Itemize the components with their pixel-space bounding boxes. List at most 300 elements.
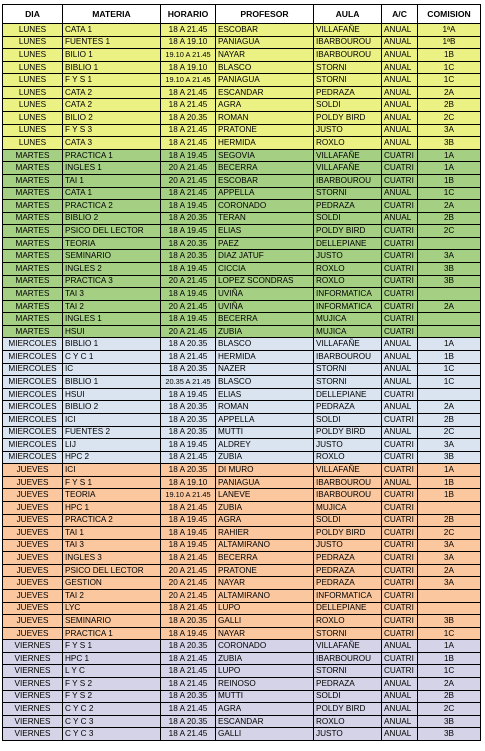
cell-dia: LUNES (3, 24, 63, 37)
cell-comision: 2A (418, 564, 481, 577)
cell-materia: BIBLIO 2 (63, 212, 161, 225)
cell-aula: PEDRAZA (314, 678, 382, 691)
cell-horario: 18 A 20.35 (161, 112, 216, 125)
cell-comision (418, 325, 481, 338)
cell-comision: 2A (418, 300, 481, 313)
cell-dia: LUNES (3, 86, 63, 99)
cell-comision: 1B (418, 489, 481, 502)
cell-horario: 18 A 21.45 (161, 137, 216, 150)
cell-aula: IBARBOUROU (314, 476, 382, 489)
cell-dia: MIERCOLES (3, 439, 63, 452)
cell-comision: 1C (418, 376, 481, 389)
cell-aula: PEDRAZA (314, 86, 382, 99)
cell-dia: JUEVES (3, 464, 63, 477)
cell-materia: BILIO 2 (63, 112, 161, 125)
cell-aula: DELLEPIANE (314, 388, 382, 401)
table-row (3, 49, 481, 62)
cell-materia: PRACTICA 3 (63, 275, 161, 288)
cell-ac: CUATRI (382, 388, 418, 401)
cell-aula: MUJICA (314, 325, 382, 338)
cell-materia: INGLES 2 (63, 262, 161, 275)
cell-aula: JUSTO (314, 124, 382, 137)
cell-profesor: CORONADO (216, 640, 314, 653)
cell-horario: 20 A 21.45 (161, 564, 216, 577)
table-row (3, 640, 481, 653)
cell-profesor: ALTAMIRANO (216, 590, 314, 603)
cell-dia: LUNES (3, 49, 63, 62)
cell-aula: IBARBOUROU (314, 652, 382, 665)
cell-ac: CUATRI (382, 162, 418, 175)
cell-horario: 18 A 20.35 (161, 401, 216, 414)
cell-dia: JUEVES (3, 615, 63, 628)
cell-materia: L Y C (63, 665, 161, 678)
cell-aula: IBARBOUROU (314, 489, 382, 502)
cell-comision: 2C (418, 703, 481, 716)
cell-comision: 3A (418, 552, 481, 565)
cell-dia: MARTES (3, 200, 63, 213)
cell-aula: SOLDI (314, 99, 382, 112)
cell-aula: VILLAFAÑE (314, 640, 382, 653)
cell-horario: 19.10 A 21.45 (161, 489, 216, 502)
cell-horario: 18 A 19.45 (161, 313, 216, 326)
cell-horario: 18 A 20.35 (161, 250, 216, 263)
cell-ac: CUATRI (382, 564, 418, 577)
cell-dia: JUEVES (3, 539, 63, 552)
cell-profesor: NAYAR (216, 577, 314, 590)
cell-profesor: UVIÑA (216, 288, 314, 301)
cell-profesor: DIAZ JATUF (216, 250, 314, 263)
cell-aula: STORNI (314, 376, 382, 389)
cell-horario: 20 A 21.45 (161, 577, 216, 590)
cell-profesor: DI MURO (216, 464, 314, 477)
cell-materia: BIBLIO 2 (63, 401, 161, 414)
cell-comision: 1B (418, 476, 481, 489)
cell-profesor: MUTTI (216, 426, 314, 439)
cell-materia: LIJ (63, 439, 161, 452)
cell-materia: SEMINARIO (63, 250, 161, 263)
cell-aula: SOLDI (314, 413, 382, 426)
cell-comision: 3A (418, 250, 481, 263)
cell-ac: CUATRI (382, 514, 418, 527)
cell-aula: INFORMATICA (314, 590, 382, 603)
cell-aula: POLDY BIRD (314, 225, 382, 238)
table-row (3, 351, 481, 364)
cell-materia: TEORIA (63, 237, 161, 250)
cell-materia: PRACTICA 1 (63, 149, 161, 162)
cell-dia: LUNES (3, 36, 63, 49)
table-row (3, 61, 481, 74)
cell-profesor: ZUBIA (216, 501, 314, 514)
cell-horario: 19.10 A 21.45 (161, 49, 216, 62)
cell-materia: C Y C 2 (63, 703, 161, 716)
table-row (3, 300, 481, 313)
cell-ac: CUATRI (382, 149, 418, 162)
cell-aula: DELLEPIANE (314, 237, 382, 250)
cell-materia: TAI 1 (63, 174, 161, 187)
cell-materia: PSICO DEL LECTOR (63, 564, 161, 577)
table-row (3, 262, 481, 275)
cell-ac: ANUAL (382, 715, 418, 728)
cell-ac: ANUAL (382, 24, 418, 37)
cell-materia: F Y S 1 (63, 476, 161, 489)
cell-horario: 18 A 19.45 (161, 149, 216, 162)
cell-comision: 1A (418, 338, 481, 351)
header-horario: HORARIO (161, 5, 216, 24)
cell-ac: ANUAL (382, 112, 418, 125)
cell-dia: MARTES (3, 149, 63, 162)
cell-comision: 2A (418, 678, 481, 691)
cell-horario: 18 A 19.10 (161, 61, 216, 74)
cell-comision (418, 313, 481, 326)
cell-ac: ANUAL (382, 703, 418, 716)
cell-profesor: ESCANDAR (216, 715, 314, 728)
cell-ac: ANUAL (382, 476, 418, 489)
table-row (3, 174, 481, 187)
cell-horario: 18 A 19.45 (161, 200, 216, 213)
cell-horario: 20 A 21.45 (161, 275, 216, 288)
cell-horario: 18 A 19.10 (161, 36, 216, 49)
cell-comision: 1B (418, 351, 481, 364)
cell-dia: VIERNES (3, 652, 63, 665)
cell-comision: 1B (418, 652, 481, 665)
cell-horario: 18 A 21.45 (161, 451, 216, 464)
table-row (3, 715, 481, 728)
table-row (3, 36, 481, 49)
cell-aula: STORNI (314, 74, 382, 87)
cell-materia: ICI (63, 413, 161, 426)
cell-materia: BIBLIO 1 (63, 376, 161, 389)
header-profesor: PROFESOR (216, 5, 314, 24)
table-row (3, 413, 481, 426)
cell-aula: INFORMATICA (314, 288, 382, 301)
cell-profesor: NAYAR (216, 627, 314, 640)
cell-ac: CUATRI (382, 615, 418, 628)
cell-comision (418, 501, 481, 514)
cell-comision: 2B (418, 514, 481, 527)
cell-materia: CATA 3 (63, 137, 161, 150)
cell-aula: POLDY BIRD (314, 426, 382, 439)
cell-profesor: PRATONE (216, 124, 314, 137)
cell-comision: 2A (418, 86, 481, 99)
table-row (3, 627, 481, 640)
cell-aula: SOLDI (314, 212, 382, 225)
cell-aula: SOLDI (314, 514, 382, 527)
cell-materia: C Y C 3 (63, 728, 161, 741)
cell-comision: 1A (418, 162, 481, 175)
cell-comision: 2B (418, 690, 481, 703)
cell-profesor: MUTTI (216, 690, 314, 703)
table-row (3, 564, 481, 577)
table-row (3, 225, 481, 238)
cell-materia: TAI 3 (63, 539, 161, 552)
cell-comision: 1ªB (418, 36, 481, 49)
cell-profesor: LUPO (216, 602, 314, 615)
cell-comision (418, 288, 481, 301)
cell-dia: VIERNES (3, 640, 63, 653)
cell-comision: 3B (418, 615, 481, 628)
cell-aula: VILLAFAÑE (314, 338, 382, 351)
cell-ac: ANUAL (382, 187, 418, 200)
cell-comision: 1C (418, 187, 481, 200)
cell-comision: 1C (418, 627, 481, 640)
table-row (3, 112, 481, 125)
cell-aula: PEDRAZA (314, 401, 382, 414)
cell-profesor: BLASCO (216, 376, 314, 389)
cell-ac: CUATRI (382, 439, 418, 452)
cell-profesor: ALDREY (216, 439, 314, 452)
cell-profesor: REINOSO (216, 678, 314, 691)
cell-horario: 18 A 20.35 (161, 237, 216, 250)
cell-comision: 1B (418, 49, 481, 62)
cell-aula: VILLAFAÑE (314, 162, 382, 175)
table-row (3, 200, 481, 213)
cell-materia: CATA 2 (63, 99, 161, 112)
cell-horario: 18 A 21.45 (161, 99, 216, 112)
table-row (3, 288, 481, 301)
cell-ac: CUATRI (382, 464, 418, 477)
cell-dia: JUEVES (3, 590, 63, 603)
header-dia: DIA (3, 5, 63, 24)
cell-profesor: HERMIDA (216, 137, 314, 150)
cell-materia: INGLES 1 (63, 313, 161, 326)
cell-ac: CUATRI (382, 275, 418, 288)
cell-comision (418, 602, 481, 615)
cell-aula: INFORMATICA (314, 300, 382, 313)
table-row (3, 325, 481, 338)
cell-horario: 18 A 20.35 (161, 464, 216, 477)
cell-dia: MARTES (3, 325, 63, 338)
table-row (3, 376, 481, 389)
cell-aula: ROXLO (314, 275, 382, 288)
cell-profesor: ZUBIA (216, 451, 314, 464)
cell-dia: MARTES (3, 262, 63, 275)
cell-horario: 18 A 20.35 (161, 363, 216, 376)
cell-dia: JUEVES (3, 627, 63, 640)
cell-dia: MIERCOLES (3, 451, 63, 464)
cell-horario: 18 A 19.45 (161, 514, 216, 527)
cell-ac: CUATRI (382, 602, 418, 615)
cell-materia: HSUI (63, 325, 161, 338)
cell-aula: MUJICA (314, 313, 382, 326)
cell-profesor: AGRA (216, 514, 314, 527)
cell-horario: 18 A 20.35 (161, 338, 216, 351)
cell-horario: 20 A 21.45 (161, 300, 216, 313)
cell-materia: FUENTES 2 (63, 426, 161, 439)
cell-horario: 18 A 19.45 (161, 439, 216, 452)
cell-materia: CATA 2 (63, 86, 161, 99)
cell-profesor: BLASCO (216, 338, 314, 351)
table-row (3, 451, 481, 464)
cell-materia: FUENTES 1 (63, 36, 161, 49)
cell-ac: ANUAL (382, 363, 418, 376)
cell-profesor: SEGOVIA (216, 149, 314, 162)
cell-ac: ANUAL (382, 640, 418, 653)
cell-comision: 2C (418, 426, 481, 439)
cell-horario: 18 A 19.10 (161, 476, 216, 489)
cell-dia: JUEVES (3, 476, 63, 489)
cell-comision (418, 590, 481, 603)
cell-horario: 18 A 21.45 (161, 24, 216, 37)
cell-horario: 18 A 19.45 (161, 288, 216, 301)
table-row (3, 313, 481, 326)
table-row (3, 439, 481, 452)
cell-aula: IBARBOUROU (314, 174, 382, 187)
cell-profesor: BECERRA (216, 552, 314, 565)
cell-ac: CUATRI (382, 539, 418, 552)
cell-profesor: ROMAN (216, 401, 314, 414)
cell-profesor: PAEZ (216, 237, 314, 250)
cell-ac: CUATRI (382, 451, 418, 464)
cell-profesor: PANIAGUA (216, 476, 314, 489)
header-row (3, 5, 481, 24)
cell-dia: JUEVES (3, 552, 63, 565)
cell-ac: ANUAL (382, 86, 418, 99)
cell-comision: 3A (418, 439, 481, 452)
cell-horario: 18 A 20.35 (161, 640, 216, 653)
cell-profesor: ESCANDAR (216, 86, 314, 99)
cell-dia: MIERCOLES (3, 338, 63, 351)
table-row (3, 401, 481, 414)
cell-dia: LUNES (3, 137, 63, 150)
cell-materia: CATA 1 (63, 24, 161, 37)
cell-ac: ANUAL (382, 124, 418, 137)
cell-comision: 1C (418, 74, 481, 87)
cell-aula: JUSTO (314, 539, 382, 552)
cell-aula: JUSTO (314, 728, 382, 741)
cell-horario: 18 A 19.45 (161, 388, 216, 401)
cell-profesor: AGRA (216, 703, 314, 716)
cell-ac: ANUAL (382, 61, 418, 74)
cell-dia: MIERCOLES (3, 363, 63, 376)
cell-aula: PEDRAZA (314, 552, 382, 565)
cell-aula: JUSTO (314, 250, 382, 263)
cell-aula: PEDRAZA (314, 200, 382, 213)
cell-materia: INGLES 3 (63, 552, 161, 565)
cell-aula: IBARBOUROU (314, 49, 382, 62)
cell-horario: 20 A 21.45 (161, 590, 216, 603)
cell-comision: 2B (418, 99, 481, 112)
cell-dia: MARTES (3, 237, 63, 250)
cell-horario: 20.35 A 21.45 (161, 376, 216, 389)
table-row (3, 514, 481, 527)
cell-comision: 1ªA (418, 24, 481, 37)
cell-aula: PEDRAZA (314, 577, 382, 590)
table-row (3, 665, 481, 678)
cell-dia: MARTES (3, 300, 63, 313)
cell-aula: JUSTO (314, 439, 382, 452)
table-row (3, 275, 481, 288)
table-row (3, 124, 481, 137)
cell-aula: PEDRAZA (314, 564, 382, 577)
cell-aula: VILLAFAÑE (314, 464, 382, 477)
cell-ac: ANUAL (382, 137, 418, 150)
table-row (3, 476, 481, 489)
schedule-body (3, 24, 481, 741)
cell-comision: 3B (418, 275, 481, 288)
cell-dia: JUEVES (3, 514, 63, 527)
cell-dia: MARTES (3, 225, 63, 238)
cell-aula: POLDY BIRD (314, 527, 382, 540)
cell-profesor: ESCOBAR (216, 24, 314, 37)
table-row (3, 590, 481, 603)
cell-materia: HPC 1 (63, 501, 161, 514)
cell-horario: 18 A 20.35 (161, 212, 216, 225)
cell-aula: STORNI (314, 61, 382, 74)
cell-aula: STORNI (314, 187, 382, 200)
cell-profesor: PANIAGUA (216, 36, 314, 49)
cell-dia: JUEVES (3, 602, 63, 615)
cell-horario: 18 A 21.45 (161, 652, 216, 665)
cell-comision: 1B (418, 174, 481, 187)
cell-profesor: TERAN (216, 212, 314, 225)
cell-profesor: LOPEZ SCONDRAS (216, 275, 314, 288)
cell-horario: 18 A 19.45 (161, 262, 216, 275)
cell-ac: ANUAL (382, 401, 418, 414)
cell-materia: SEMINARIO (63, 615, 161, 628)
cell-profesor: ZUBIA (216, 325, 314, 338)
cell-ac: CUATRI (382, 590, 418, 603)
cell-horario: 18 A 21.45 (161, 187, 216, 200)
cell-horario: 18 A 21.45 (161, 124, 216, 137)
table-row (3, 552, 481, 565)
cell-dia: MIERCOLES (3, 413, 63, 426)
cell-materia: TAI 2 (63, 590, 161, 603)
cell-materia: BILIO 1 (63, 49, 161, 62)
cell-comision: 2B (418, 212, 481, 225)
cell-materia: F Y S 3 (63, 124, 161, 137)
cell-horario: 18 A 19.45 (161, 225, 216, 238)
table-row (3, 690, 481, 703)
cell-dia: VIERNES (3, 715, 63, 728)
cell-aula: IBARBOUROU (314, 36, 382, 49)
cell-dia: VIERNES (3, 665, 63, 678)
cell-horario: 18 A 19.45 (161, 627, 216, 640)
cell-ac: CUATRI (382, 174, 418, 187)
table-row (3, 539, 481, 552)
cell-ac: ANUAL (382, 49, 418, 62)
cell-comision: 3B (418, 451, 481, 464)
cell-materia: F Y S 2 (63, 690, 161, 703)
cell-comision: 1C (418, 61, 481, 74)
table-row (3, 577, 481, 590)
cell-materia: PRACTICA 1 (63, 627, 161, 640)
table-row (3, 703, 481, 716)
cell-ac: CUATRI (382, 300, 418, 313)
cell-horario: 18 A 21.45 (161, 703, 216, 716)
cell-profesor: ESCOBAR (216, 174, 314, 187)
cell-ac: ANUAL (382, 678, 418, 691)
cell-ac: ANUAL (382, 376, 418, 389)
cell-ac: CUATRI (382, 313, 418, 326)
table-row (3, 137, 481, 150)
cell-materia: ICI (63, 464, 161, 477)
cell-ac: ANUAL (382, 99, 418, 112)
cell-aula: ROXLO (314, 715, 382, 728)
cell-ac: ANUAL (382, 74, 418, 87)
cell-horario: 18 A 20.35 (161, 690, 216, 703)
cell-horario: 20 A 21.45 (161, 325, 216, 338)
cell-materia: HSUI (63, 388, 161, 401)
cell-profesor: LANEVE (216, 489, 314, 502)
cell-materia: PRACTICA 2 (63, 200, 161, 213)
schedule-table (2, 4, 481, 741)
cell-aula: STORNI (314, 627, 382, 640)
header-materia: MATERIA (63, 5, 161, 24)
header-comision: COMISION (418, 5, 481, 24)
cell-ac: CUATRI (382, 552, 418, 565)
cell-profesor: PANIAGUA (216, 74, 314, 87)
cell-ac: CUATRI (382, 577, 418, 590)
